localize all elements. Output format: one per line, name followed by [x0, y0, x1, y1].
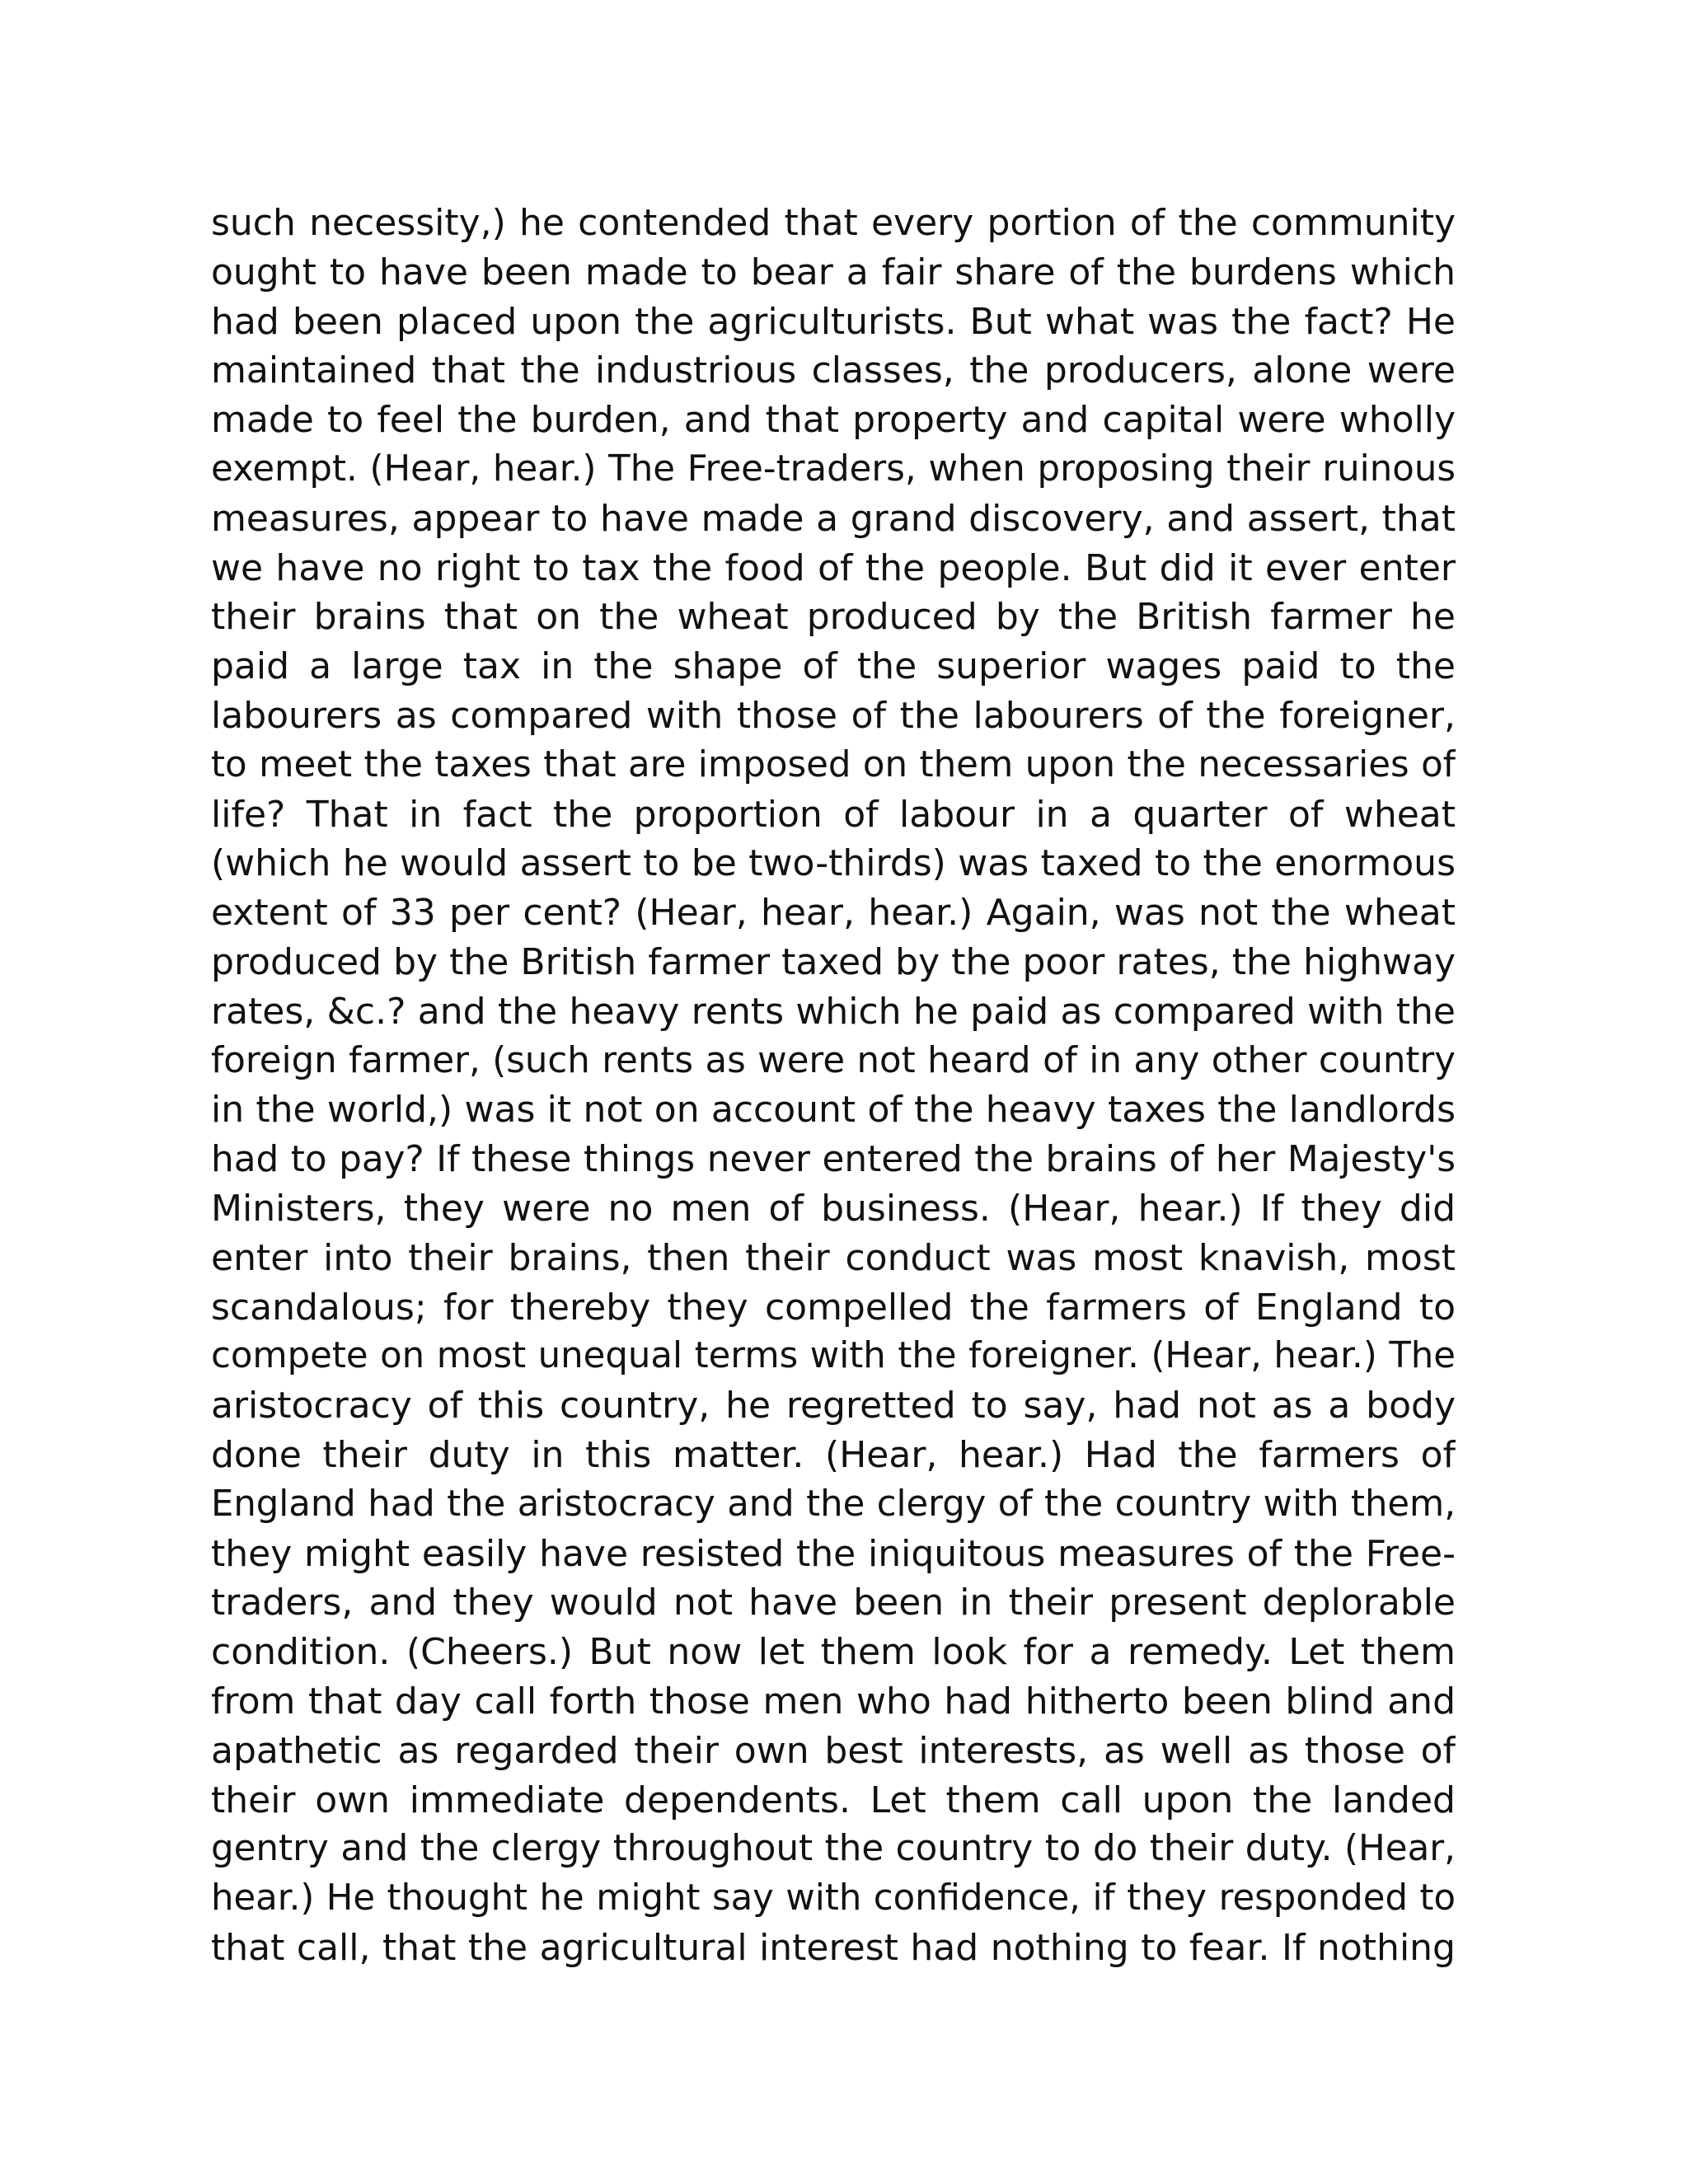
- text-line: had been placed upon the agriculturists. But what was the fact? He: [211, 300, 1456, 343]
- text-line: done their duty in this matter. (Hear, hear.) Had the farmers of: [211, 1433, 1456, 1476]
- text-line: England had the aristocracy and the clergy of the country with them,: [211, 1483, 1456, 1525]
- text-line: scandalous; for thereby they compelled the farmers of England to: [211, 1286, 1456, 1329]
- text-line: life? That in fact the proportion of labour in a quarter of wheat: [211, 793, 1456, 836]
- text-line: hear.) He thought he might say with confidence, if they responded to: [211, 1877, 1456, 1919]
- text-line: aristocracy of this country, he regretted to say, had not as a body: [211, 1385, 1456, 1427]
- text-line: we have no right to tax the food of the people. But did it ever enter: [211, 546, 1456, 589]
- text-line: made to feel the burden, and that property and capital were wholly: [211, 399, 1456, 442]
- text-line: apathetic as regarded their own best interests, as well as those of: [211, 1729, 1456, 1772]
- text-line: paid a large tax in the shape of the superior wages paid to the: [211, 645, 1456, 688]
- text-line: their own immediate dependents. Let them call upon the landed: [211, 1779, 1456, 1821]
- text-line: foreign farmer, (such rents as were not heard of in any other country: [211, 1039, 1456, 1081]
- text-line: in the world,) was it not on account of the heavy taxes the landlords: [211, 1089, 1456, 1132]
- body-text: [211, 199, 1456, 1973]
- text-line: measures, appear to have made a grand discovery, and assert, that: [211, 497, 1456, 540]
- text-line: enter into their brains, then their conduct was most knavish, most: [211, 1236, 1456, 1279]
- text-line: compete on most unequal terms with the foreigner. (Hear, hear.) The: [211, 1335, 1456, 1377]
- text-line: maintained that the industrious classes, the producers, alone were: [211, 349, 1456, 392]
- text-line: traders, and they would not have been in their present deplorable: [211, 1582, 1456, 1624]
- text-line: gentry and the clergy throughout the country to do their duty. (Hear,: [211, 1828, 1456, 1870]
- text-line: from that day call forth those men who had hitherto been blind and: [211, 1680, 1456, 1722]
- text-line: produced by the British farmer taxed by the poor rates, the highway: [211, 940, 1456, 983]
- text-line: they might easily have resisted the iniquitous measures of the Free-: [211, 1532, 1456, 1575]
- text-line: their brains that on the wheat produced by the British farmer he: [211, 596, 1456, 639]
- text-line: exempt. (Hear, hear.) The Free-traders, when proposing their ruinous: [211, 448, 1456, 490]
- text-line: to meet the taxes that are imposed on them upon the necessaries of: [211, 743, 1456, 785]
- text-line: had to pay? If these things never entered the brains of her Majesty's: [211, 1138, 1456, 1181]
- text-line: that call, that the agricultural interest had nothing to fear. If nothing: [211, 1926, 1456, 1969]
- text-line: labourers as compared with those of the labourers of the foreigner,: [211, 694, 1456, 737]
- text-line: such necessity,) he contended that every portion of the community: [211, 202, 1456, 244]
- text-line: (which he would assert to be two-thirds) was taxed to the enormous: [211, 842, 1456, 885]
- text-line: Ministers, they were no men of business. (Hear, hear.) If they did: [211, 1187, 1456, 1230]
- text-line: extent of 33 per cent? (Hear, hear, hear.) Again, was not the wheat: [211, 892, 1456, 935]
- text-line: rates, &c.? and the heavy rents which he paid as compared with the: [211, 990, 1456, 1033]
- text-line: condition. (Cheers.) But now let them look for a remedy. Let them: [211, 1631, 1456, 1674]
- text-line: ought to have been made to bear a fair share of the burdens which: [211, 251, 1456, 293]
